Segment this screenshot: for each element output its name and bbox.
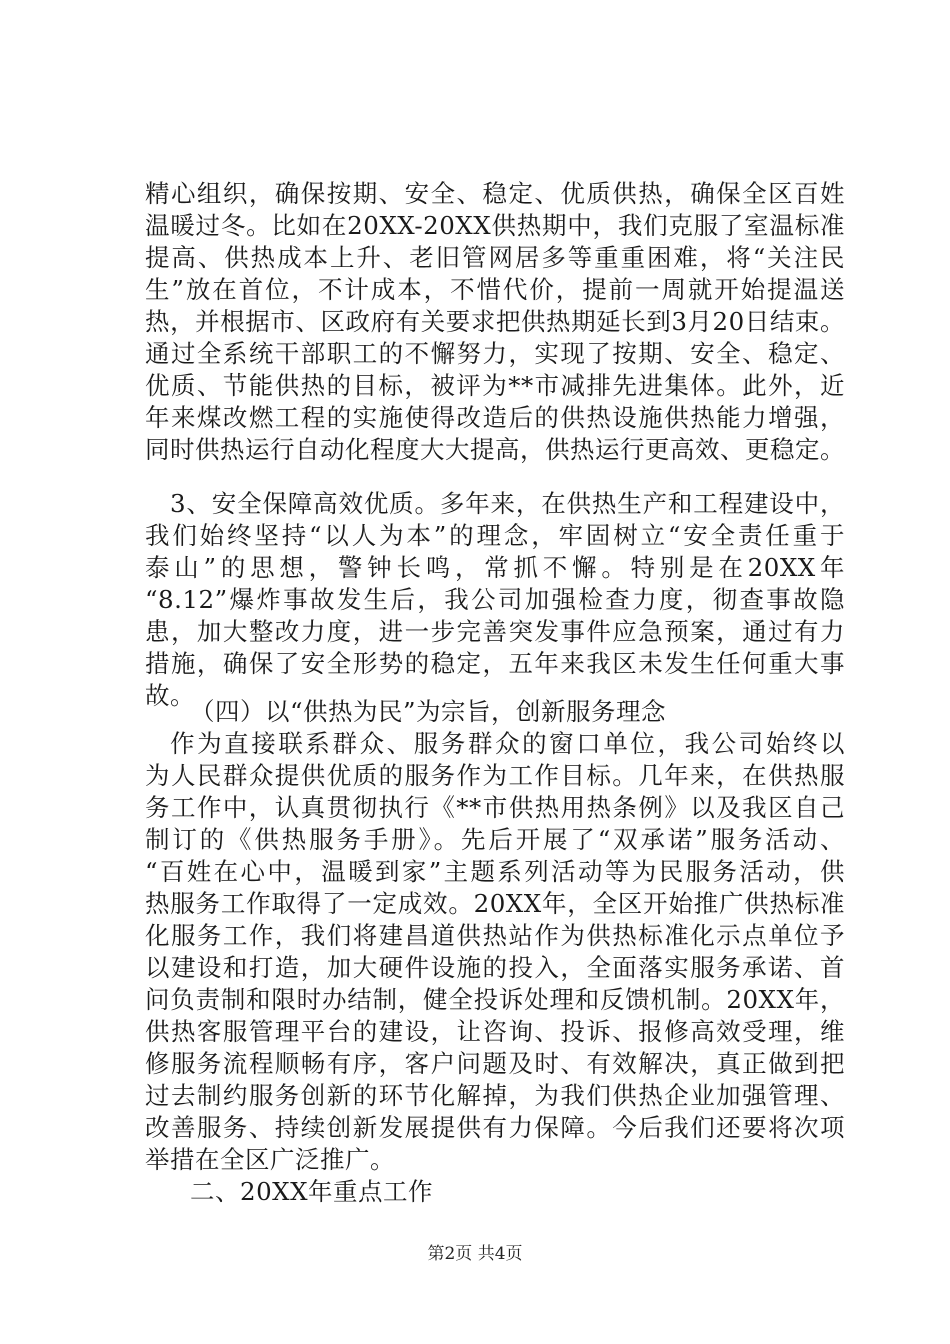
paragraph-line: 精心组织，确保按期、安全、稳定、优质供热，确保全区百姓 [145, 179, 845, 208]
paragraph-line: 问负责制和限时办结制，健全投诉处理和反馈机制。20XX年， [145, 985, 845, 1014]
paragraph-line: 热，并根据市、区政府有关要求把供热期延长到3月20日结束。 [145, 307, 845, 336]
section-heading: 二、20XX年重点工作 [190, 1177, 434, 1206]
paragraph-line: 过去制约服务创新的环节化解掉，为我们供热企业加强管理、 [145, 1081, 845, 1110]
paragraph-line: 热服务工作取得了一定成效。20XX年，全区开始推广供热标准 [145, 889, 845, 918]
paragraph-line: 为人民群众提供优质的服务作为工作目标。几年来，在供热服 [145, 761, 845, 790]
paragraph-line: 供热客服管理平台的建设，让咨询、投诉、报修高效受理，维 [145, 1017, 845, 1046]
paragraph-line: 3、安全保障高效优质。多年来，在供热生产和工程建设中， [170, 489, 845, 518]
paragraph-line: 我们始终坚持“以人为本”的理念，牢固树立“安全责任重于 [145, 521, 845, 550]
paragraph-line: “百姓在心中，温暖到家”主题系列活动等为民服务活动，供 [145, 857, 845, 886]
paragraph-line: 通过全系统干部职工的不懈努力，实现了按期、安全、稳定、 [145, 339, 845, 368]
page-number-footer: 第2页 共4页 [427, 1244, 523, 1264]
paragraph-line: 生”放在首位，不计成本，不惜代价，提前一周就开始提温送 [145, 275, 845, 304]
section-heading: （四）以“供热为民”为宗旨，创新服务理念 [190, 697, 667, 726]
paragraph-line: 泰山”的思想，警钟长鸣，常抓不懈。特别是在20XX年 [145, 553, 845, 582]
paragraph-line: 年来煤改燃工程的实施使得改造后的供热设施供热能力增强， [145, 403, 845, 432]
paragraph-line: 修服务流程顺畅有序，客户问题及时、有效解决，真正做到把 [145, 1049, 845, 1078]
paragraph-line: 优质、节能供热的目标，被评为**市减排先进集体。此外，近 [145, 371, 845, 400]
paragraph-line: 作为直接联系群众、服务群众的窗口单位，我公司始终以 [170, 729, 845, 758]
paragraph-line: 温暖过冬。比如在20XX-20XX供热期中，我们克服了室温标准 [145, 211, 845, 240]
paragraph-line: 制订的《供热服务手册》。先后开展了“双承诺”服务活动、 [145, 825, 845, 854]
paragraph-line: 以建设和打造，加大硬件设施的投入，全面落实服务承诺、首 [145, 953, 845, 982]
paragraph-line: 同时供热运行自动化程度大大提高，供热运行更高效、更稳定。 [145, 435, 845, 464]
paragraph-line: 措施，确保了安全形势的稳定，五年来我区未发生任何重大事 [145, 649, 845, 678]
paragraph-line: 务工作中，认真贯彻执行《**市供热用热条例》以及我区自己 [145, 793, 845, 822]
paragraph-line: 提高、供热成本上升、老旧管网居多等重重困难，将“关注民 [145, 243, 845, 272]
paragraph-line: “8.12”爆炸事故发生后，我公司加强检查力度，彻查事故隐 [145, 585, 845, 614]
paragraph-line: 举措在全区广泛推广。 [145, 1145, 395, 1174]
paragraph-line: 改善服务、持续创新发展提供有力保障。今后我们还要将次项 [145, 1113, 845, 1142]
paragraph-line: 化服务工作，我们将建昌道供热站作为供热标准化示点单位予 [145, 921, 845, 950]
paragraph-line: 故。 [145, 681, 195, 710]
paragraph-line: 患，加大整改力度，进一步完善突发事件应急预案，通过有力 [145, 617, 845, 646]
